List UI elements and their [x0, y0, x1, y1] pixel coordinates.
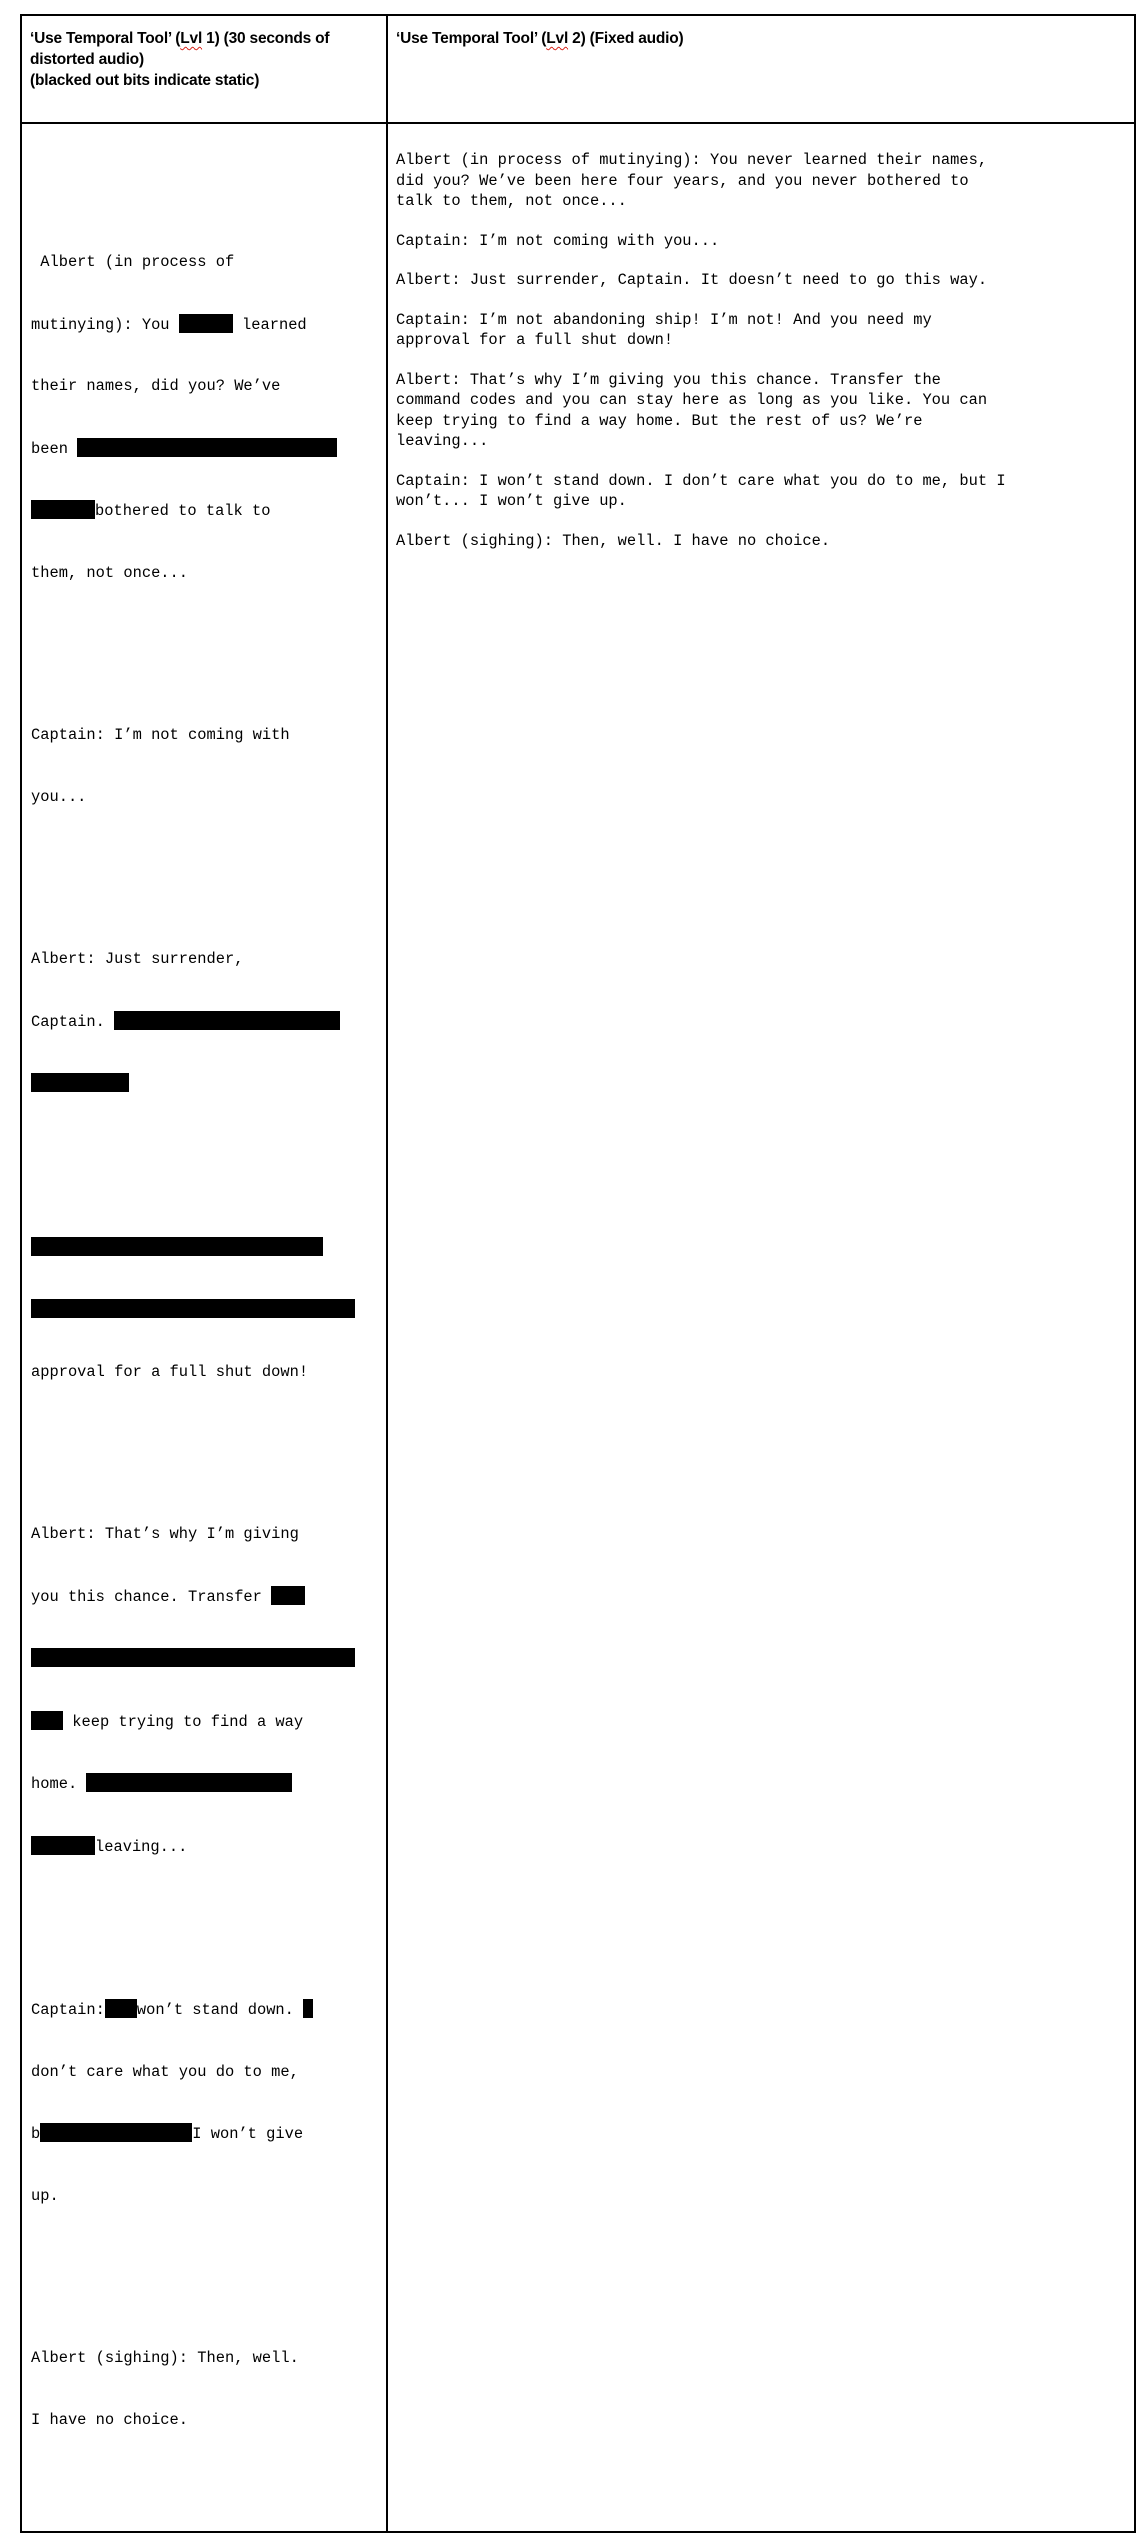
- spellcheck-flagged-word: Lvl: [546, 30, 569, 47]
- right-column-header: [387, 15, 1135, 123]
- transcript-paragraph: approval for a full shut down!: [31, 1196, 376, 1424]
- transcript-paragraph: Albert: That’s why I’m giving you this chance. Transfer keep trying to find a way home. leaving...: [31, 1483, 376, 1898]
- static-redaction: [31, 1299, 355, 1318]
- static-redaction: [303, 1999, 313, 2018]
- static-redaction: [31, 1836, 95, 1855]
- distorted-transcript-cell: [21, 123, 387, 2532]
- right-header-line-1: ‘Use Temporal Tool’ (Lvl 2) (Fixed audio): [396, 30, 684, 47]
- static-redaction: [31, 1073, 129, 1092]
- transcript-paragraph: Albert (sighing): Then, well. I have no choice.: [31, 2349, 299, 2429]
- transcript-paragraph: Captain: I’m not coming with you...: [396, 231, 720, 250]
- static-redaction: [271, 1586, 305, 1605]
- static-redaction: [31, 1237, 323, 1256]
- left-header-line-1: ‘Use Temporal Tool’ (Lvl 1) (30 seconds of: [30, 30, 330, 47]
- transcript-paragraph: Albert (in process of mutinying): You never learned their names, did you? We’ve been here four years, and you never bothered to talk to them, not once...: [396, 151, 988, 210]
- transcript-paragraph: Albert: Just surrender, Captain. It doesn’t need to go this way.: [396, 271, 988, 289]
- static-redaction: [31, 1711, 63, 1730]
- static-redaction: [31, 1648, 355, 1667]
- static-redaction: [105, 1999, 137, 2018]
- static-redaction: [40, 2123, 192, 2142]
- transcript-paragraph: Albert: Just surrender, Captain.: [31, 908, 376, 1136]
- left-column-header: [21, 15, 387, 123]
- static-redaction: [86, 1773, 292, 1792]
- left-header-line-3: (blacked out bits indicate static): [30, 72, 260, 89]
- static-redaction: [114, 1011, 340, 1030]
- transcript-comparison-table: [20, 14, 1136, 2533]
- transcript-paragraph: Captain: I’m not coming with you...: [31, 726, 290, 806]
- transcript-paragraph: Albert: That’s why I’m giving you this chance. Transfer the command codes and you can stay here as long as you like. You can keep trying to find a way home. But the rest of us? We’re leaving...: [396, 370, 988, 450]
- static-redaction: [179, 314, 233, 333]
- header-row: [21, 15, 1135, 123]
- fixed-transcript-cell: [387, 123, 1135, 2532]
- transcript-paragraph: Albert (in process of mutinying): You learned their names, did you? We’ve been bothered to talk to them, not once...: [31, 211, 376, 624]
- transcript-paragraph: Captain: won’t stand down. don’t care what you do to me, b I won’t give up.: [31, 1958, 376, 2247]
- body-row: [21, 123, 1135, 2532]
- spellcheck-flagged-word: Lvl: [180, 30, 203, 47]
- static-redaction: [31, 500, 95, 519]
- static-redaction: [77, 438, 337, 457]
- transcript-paragraph: Albert (sighing): Then, well. I have no choice.: [396, 531, 831, 550]
- left-header-line-2: distorted audio): [30, 51, 144, 68]
- transcript-paragraph: Captain: I won’t stand down. I don’t care what you do to me, but I won’t... I won’t give up.: [396, 471, 1006, 510]
- transcript-paragraph: Captain: I’m not abandoning ship! I’m not! And you need my approval for a full shut down!: [396, 310, 932, 349]
